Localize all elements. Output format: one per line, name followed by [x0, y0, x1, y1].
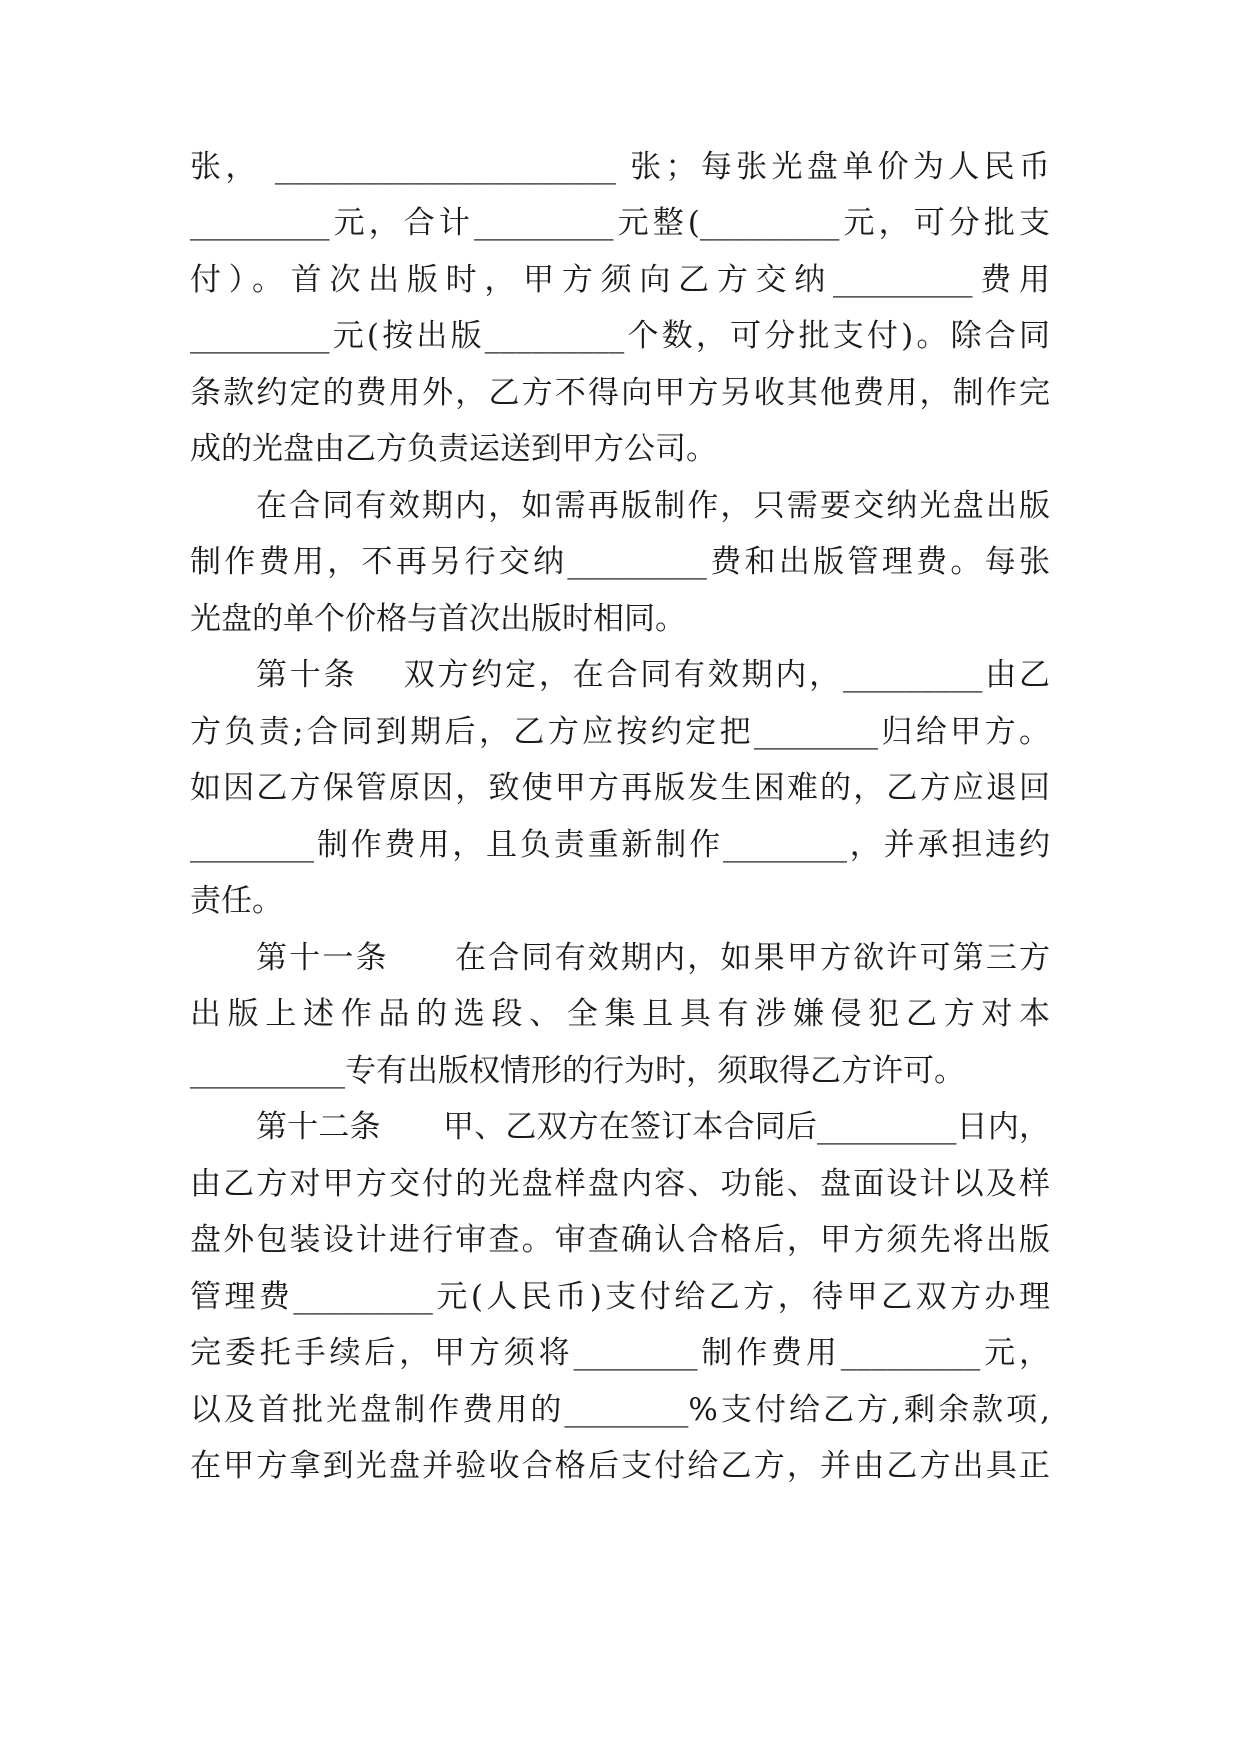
article-11-heading-line: 第十一条 在合同有效期内，如果甲方欲许可第三方 [256, 940, 1050, 976]
text-line-17: __________专有出版权情形的行为时，须取得乙方许可。 [190, 1053, 965, 1089]
article-10-heading-line: 第十条 双方约定，在合同有效期内，_________由乙 [256, 657, 1050, 693]
text-line-9: 光盘的单个价格与首次出版时相同。 [190, 601, 686, 637]
text-line-13: ________制作费用，且负责重新制作________，并承担违约 [190, 827, 1050, 863]
text-line-2: _________元，合计_________元整(_________元，可分批支 [190, 205, 1050, 241]
text-line-16: 出版上述作品的选段、全集且具有涉嫌侵犯乙方对本 [190, 996, 1050, 1032]
text-line-8: 制作费用，不再另行交纳_________费和出版管理费。每张 [190, 544, 1050, 580]
text-line-19: 由乙方对甲方交付的光盘样盘内容、功能、盘面设计以及样 [190, 1166, 1050, 1202]
text-line-12: 如因乙方保管原因，致使甲方再版发生困难的，乙方应退回 [190, 770, 1050, 806]
text-line-4: _________元(按出版_________个数，可分批支付)。除合同 [190, 318, 1050, 354]
text-line-24: 在甲方拿到光盘并验收合格后支付给乙方，并由乙方出具正 [190, 1448, 1050, 1484]
text-line-6: 成的光盘由乙方负责运送到甲方公司。 [190, 431, 717, 467]
text-line-11: 方负责;合同到期后，乙方应按约定把________归给甲方。 [190, 714, 1050, 750]
text-line-1: 张， ______________________ 张；每张光盘单价为人民币 [190, 149, 1050, 185]
text-line-7: 在合同有效期内，如需再版制作，只需要交纳光盘出版 [256, 488, 1050, 524]
article-12-heading-line: 第十二条 甲、乙双方在签订本合同后_________日内， [256, 1109, 1050, 1145]
text-line-20: 盘外包装设计进行审查。审查确认合格后，甲方须先将出版 [190, 1222, 1050, 1258]
text-line-22: 完委托手续后，甲方须将________制作费用_________元， [190, 1335, 1050, 1371]
text-line-21: 管理费_________元(人民币)支付给乙方，待甲乙双方办理 [190, 1279, 1050, 1315]
text-line-3: 付）。首次出版时，甲方须向乙方交纳_________费用 [190, 262, 1050, 298]
text-line-5: 条款约定的费用外，乙方不得向甲方另收其他费用，制作完 [190, 375, 1050, 411]
text-line-23: 以及首批光盘制作费用的________%支付给乙方,剩余款项, [190, 1392, 1050, 1428]
text-line-14: 责任。 [190, 883, 283, 919]
